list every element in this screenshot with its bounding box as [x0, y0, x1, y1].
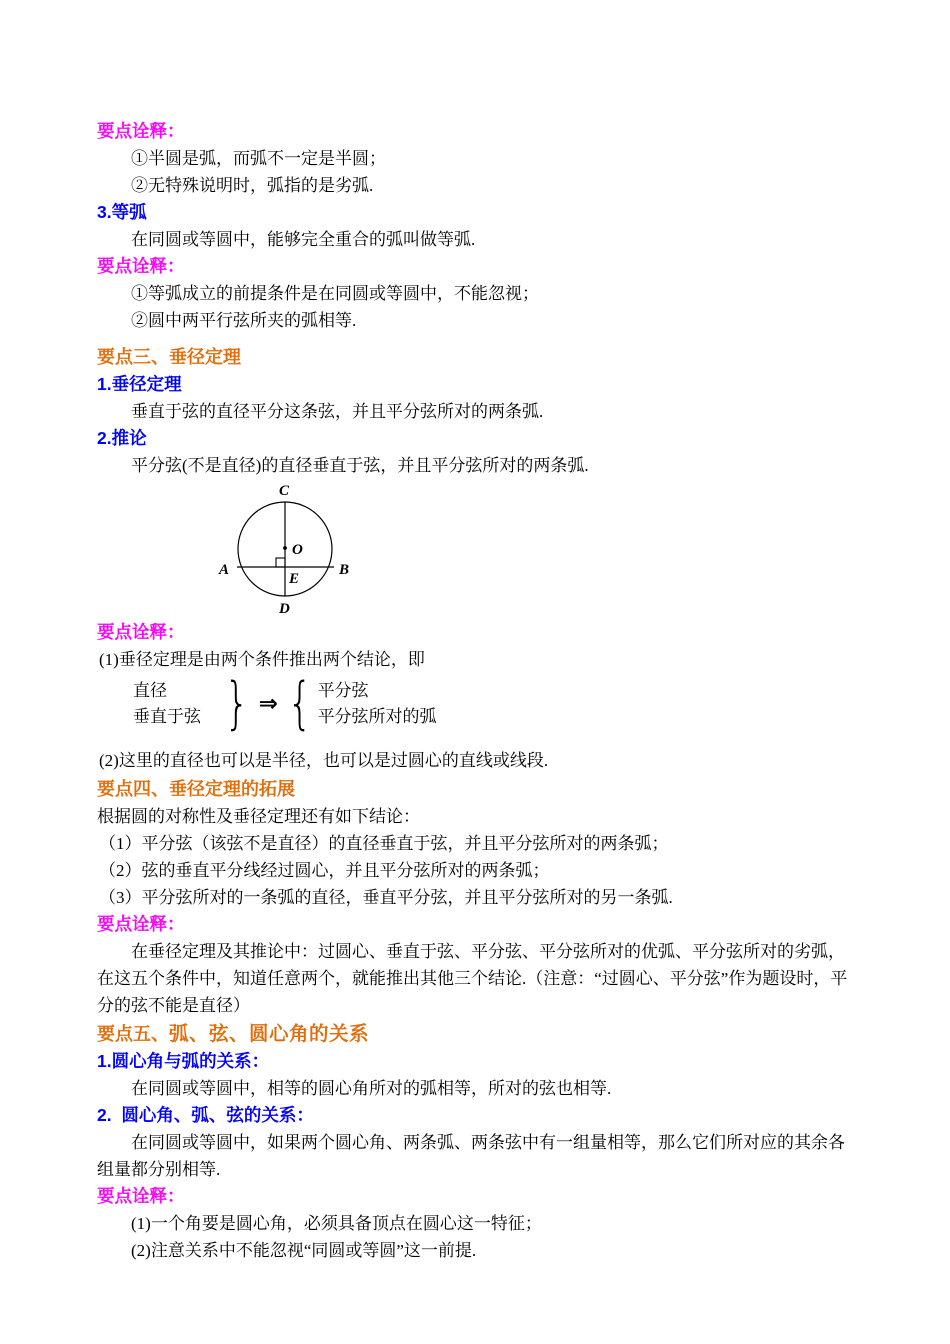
theorem-formula [133, 671, 859, 736]
implies-arrow-icon: ⇒ [258, 690, 278, 717]
section-five-prefix: 要点五、 [97, 1024, 169, 1044]
subsection-heading-rel1: 1.圆心角与弧的关系： [97, 1051, 270, 1071]
body-text: 在同圆或等圆中，能够完全重合的弧叫做等弧. [131, 230, 476, 249]
left-brace-glyph: { [287, 671, 313, 736]
subsection-heading-equal-arc: 3.等弧 [97, 202, 147, 222]
point-label-a: A [219, 562, 230, 578]
note-item: ①等弧成立的前提条件是在同圆或等圆中，不能忽视； [131, 284, 539, 303]
formula-premise: 直径 [133, 681, 167, 700]
list-item: （2）弦的垂直平分线经过圆心，并且平分弦所对的两条弧； [99, 861, 550, 880]
note-item: (2)这里的直径也可以是半径，也可以是过圆心的直线或线段. [99, 751, 549, 770]
note-heading: 要点诠释： [97, 1186, 185, 1206]
section-heading-five [97, 1021, 859, 1048]
document-content [97, 118, 859, 1264]
note-heading: 要点诠释： [97, 256, 185, 276]
subsection-heading-corollary: 2.推论 [97, 428, 147, 448]
point-label-c: C [279, 483, 290, 499]
list-item: （3）平分弦所对的一条弧的直径，垂直平分弦，并且平分弦所对的另一条弧. [99, 888, 673, 907]
formula-premise: 垂直于弦 [133, 707, 201, 726]
note-item: (1)垂径定理是由两个条件推出两个结论，即 [99, 650, 425, 669]
note-heading: 要点诠释： [97, 914, 185, 934]
note-heading: 要点诠释： [97, 121, 185, 141]
note-item: ①半圆是弧，而弧不一定是半圆； [131, 149, 386, 168]
note-paragraph: 在垂径定理及其推论中：过圆心、垂直于弦、平分弦、平分弦所对的优弧、平分弦所对的劣弧，在这五个条件中，知道任意两个，就能推出其他三个结论.（注意：“过圆心、平分弦”作为题设时，平分的弦不能是直径） [97, 942, 848, 1015]
body-text: 垂直于弦的直径平分这条弦，并且平分弦所对的两条弧. [131, 402, 544, 421]
list-item: （1）平分弦（该弦不是直径）的直径垂直于弦，并且平分弦所对的两条弧； [99, 834, 669, 853]
figure-container [197, 481, 367, 617]
point-label-e: E [289, 571, 300, 587]
note-item: (1)一个角要是圆心角，必须具备顶点在圆心这一特征； [131, 1214, 542, 1233]
body-text: 平分弦(不是直径)的直径垂直于弦，并且平分弦所对的两条弧. [131, 456, 589, 475]
subsection-heading-rel2: 2. 圆心角、弧、弦的关系： [97, 1105, 314, 1125]
note-item: (2)注意关系中不能忽视“同圆或等圆”这一前提. [131, 1241, 477, 1260]
formula-conclusions [318, 678, 437, 730]
section-five-main: 弧、弦、圆心角的关系 [169, 1023, 370, 1045]
point-label-d: D [279, 601, 290, 617]
center-dot [283, 546, 287, 550]
right-brace-glyph: } [224, 671, 250, 736]
formula-conclusion: 平分弦 [317, 681, 369, 700]
note-item: ②圆中两平行弦所夹的弧相等. [131, 311, 357, 330]
formula-conclusion: 平分弦所对的弧 [317, 707, 437, 726]
subsection-heading-theorem: 1.垂径定理 [97, 374, 182, 394]
note-item: ②无特殊说明时，弧指的是劣弧. [131, 176, 374, 195]
section-heading-three: 要点三、垂径定理 [97, 347, 241, 367]
formula-premises [133, 678, 219, 730]
right-angle-mark [276, 558, 285, 567]
body-text: 在同圆或等圆中，如果两个圆心角、两条弧、两条弦中有一组量相等，那么它们所对应的其余各组量都分别相等. [97, 1133, 845, 1179]
note-heading: 要点诠释： [97, 622, 185, 642]
body-text: 根据圆的对称性及垂径定理还有如下结论： [97, 807, 420, 826]
point-label-b: B [339, 562, 350, 578]
point-label-o: O [292, 542, 303, 558]
section-heading-four: 要点四、垂径定理的拓展 [97, 779, 295, 799]
body-text: 在同圆或等圆中，相等的圆心角所对的弧相等，所对的弦也相等. [131, 1079, 612, 1098]
circle-diagram [197, 481, 367, 617]
